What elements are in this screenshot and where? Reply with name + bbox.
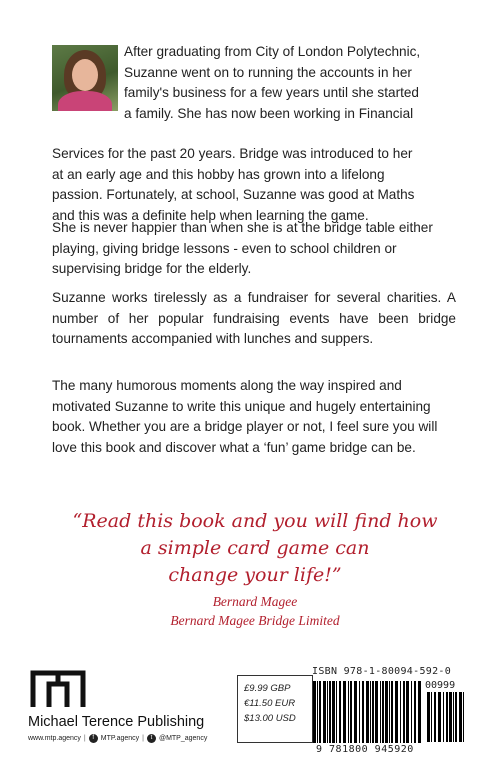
barcode-addon-number: 00999 <box>425 680 456 691</box>
isbn-label: ISBN 978-1-80094-592-0 <box>312 666 452 677</box>
barcode-number: 9 781800 945920 <box>316 744 414 755</box>
bio-paragraph-3: Suzanne works tirelessly as a fundraiser for several charities. A number of her popular fundraising events have been bridge tournaments accompanied with lunches and suppers. <box>52 290 456 346</box>
price-eur: €11.50 EUR <box>244 698 296 709</box>
addon-barcode <box>427 692 464 742</box>
publisher-name: Michael Terence Publishing <box>28 714 205 730</box>
price-box <box>237 675 313 743</box>
bio-paragraph-1-full-width: Services for the past 20 years. Bridge was introduced to her at an early age and this hobby has grown into a lifelong passion. Fortunately, at school, Suzanne was good at Maths and this was a definite help when learning the game. <box>52 146 415 223</box>
testimonial-author: Bernard Magee <box>212 594 298 609</box>
price-usd: $13.00 USD <box>244 713 296 724</box>
twitter-icon: t <box>147 734 156 743</box>
facebook-icon: f <box>89 734 98 743</box>
publisher-logo-icon <box>30 670 86 710</box>
twitter-link[interactable]: @MTP_agency <box>158 735 208 742</box>
price-gbp: £9.99 GBP <box>244 683 291 694</box>
facebook-link[interactable]: MTP.agency <box>100 735 140 742</box>
isbn-barcode <box>313 681 421 743</box>
bio-paragraph-2: She is never happier than when she is at the bridge table either playing, giving bridge lessons - even to school children or supervising bridge for the elderly. <box>52 220 433 276</box>
testimonial-company: Bernard Magee Bridge Limited <box>170 613 340 628</box>
author-photo <box>52 45 118 111</box>
testimonial-quote: “Read this book and you will find how a simple card game can change your life!” <box>72 510 438 586</box>
publisher-contacts: www.mtp.agency | f MTP.agency | t @MTP_agency <box>28 735 208 742</box>
bio-paragraph-1-wrapped: After graduating from City of London Polytechnic, Suzanne went on to running the accounts in her family's business for a few years until she started a family. She has now been working in Financial <box>124 44 421 121</box>
bio-paragraph-4: The many humorous moments along the way inspired and motivated Suzanne to write this unique and hugely entertaining book. Whether you are a bridge player or not, I feel sure you will love this book and discover what a ‘fun’ game bridge can be. <box>52 378 438 455</box>
website-link[interactable]: www.mtp.agency <box>28 735 81 742</box>
